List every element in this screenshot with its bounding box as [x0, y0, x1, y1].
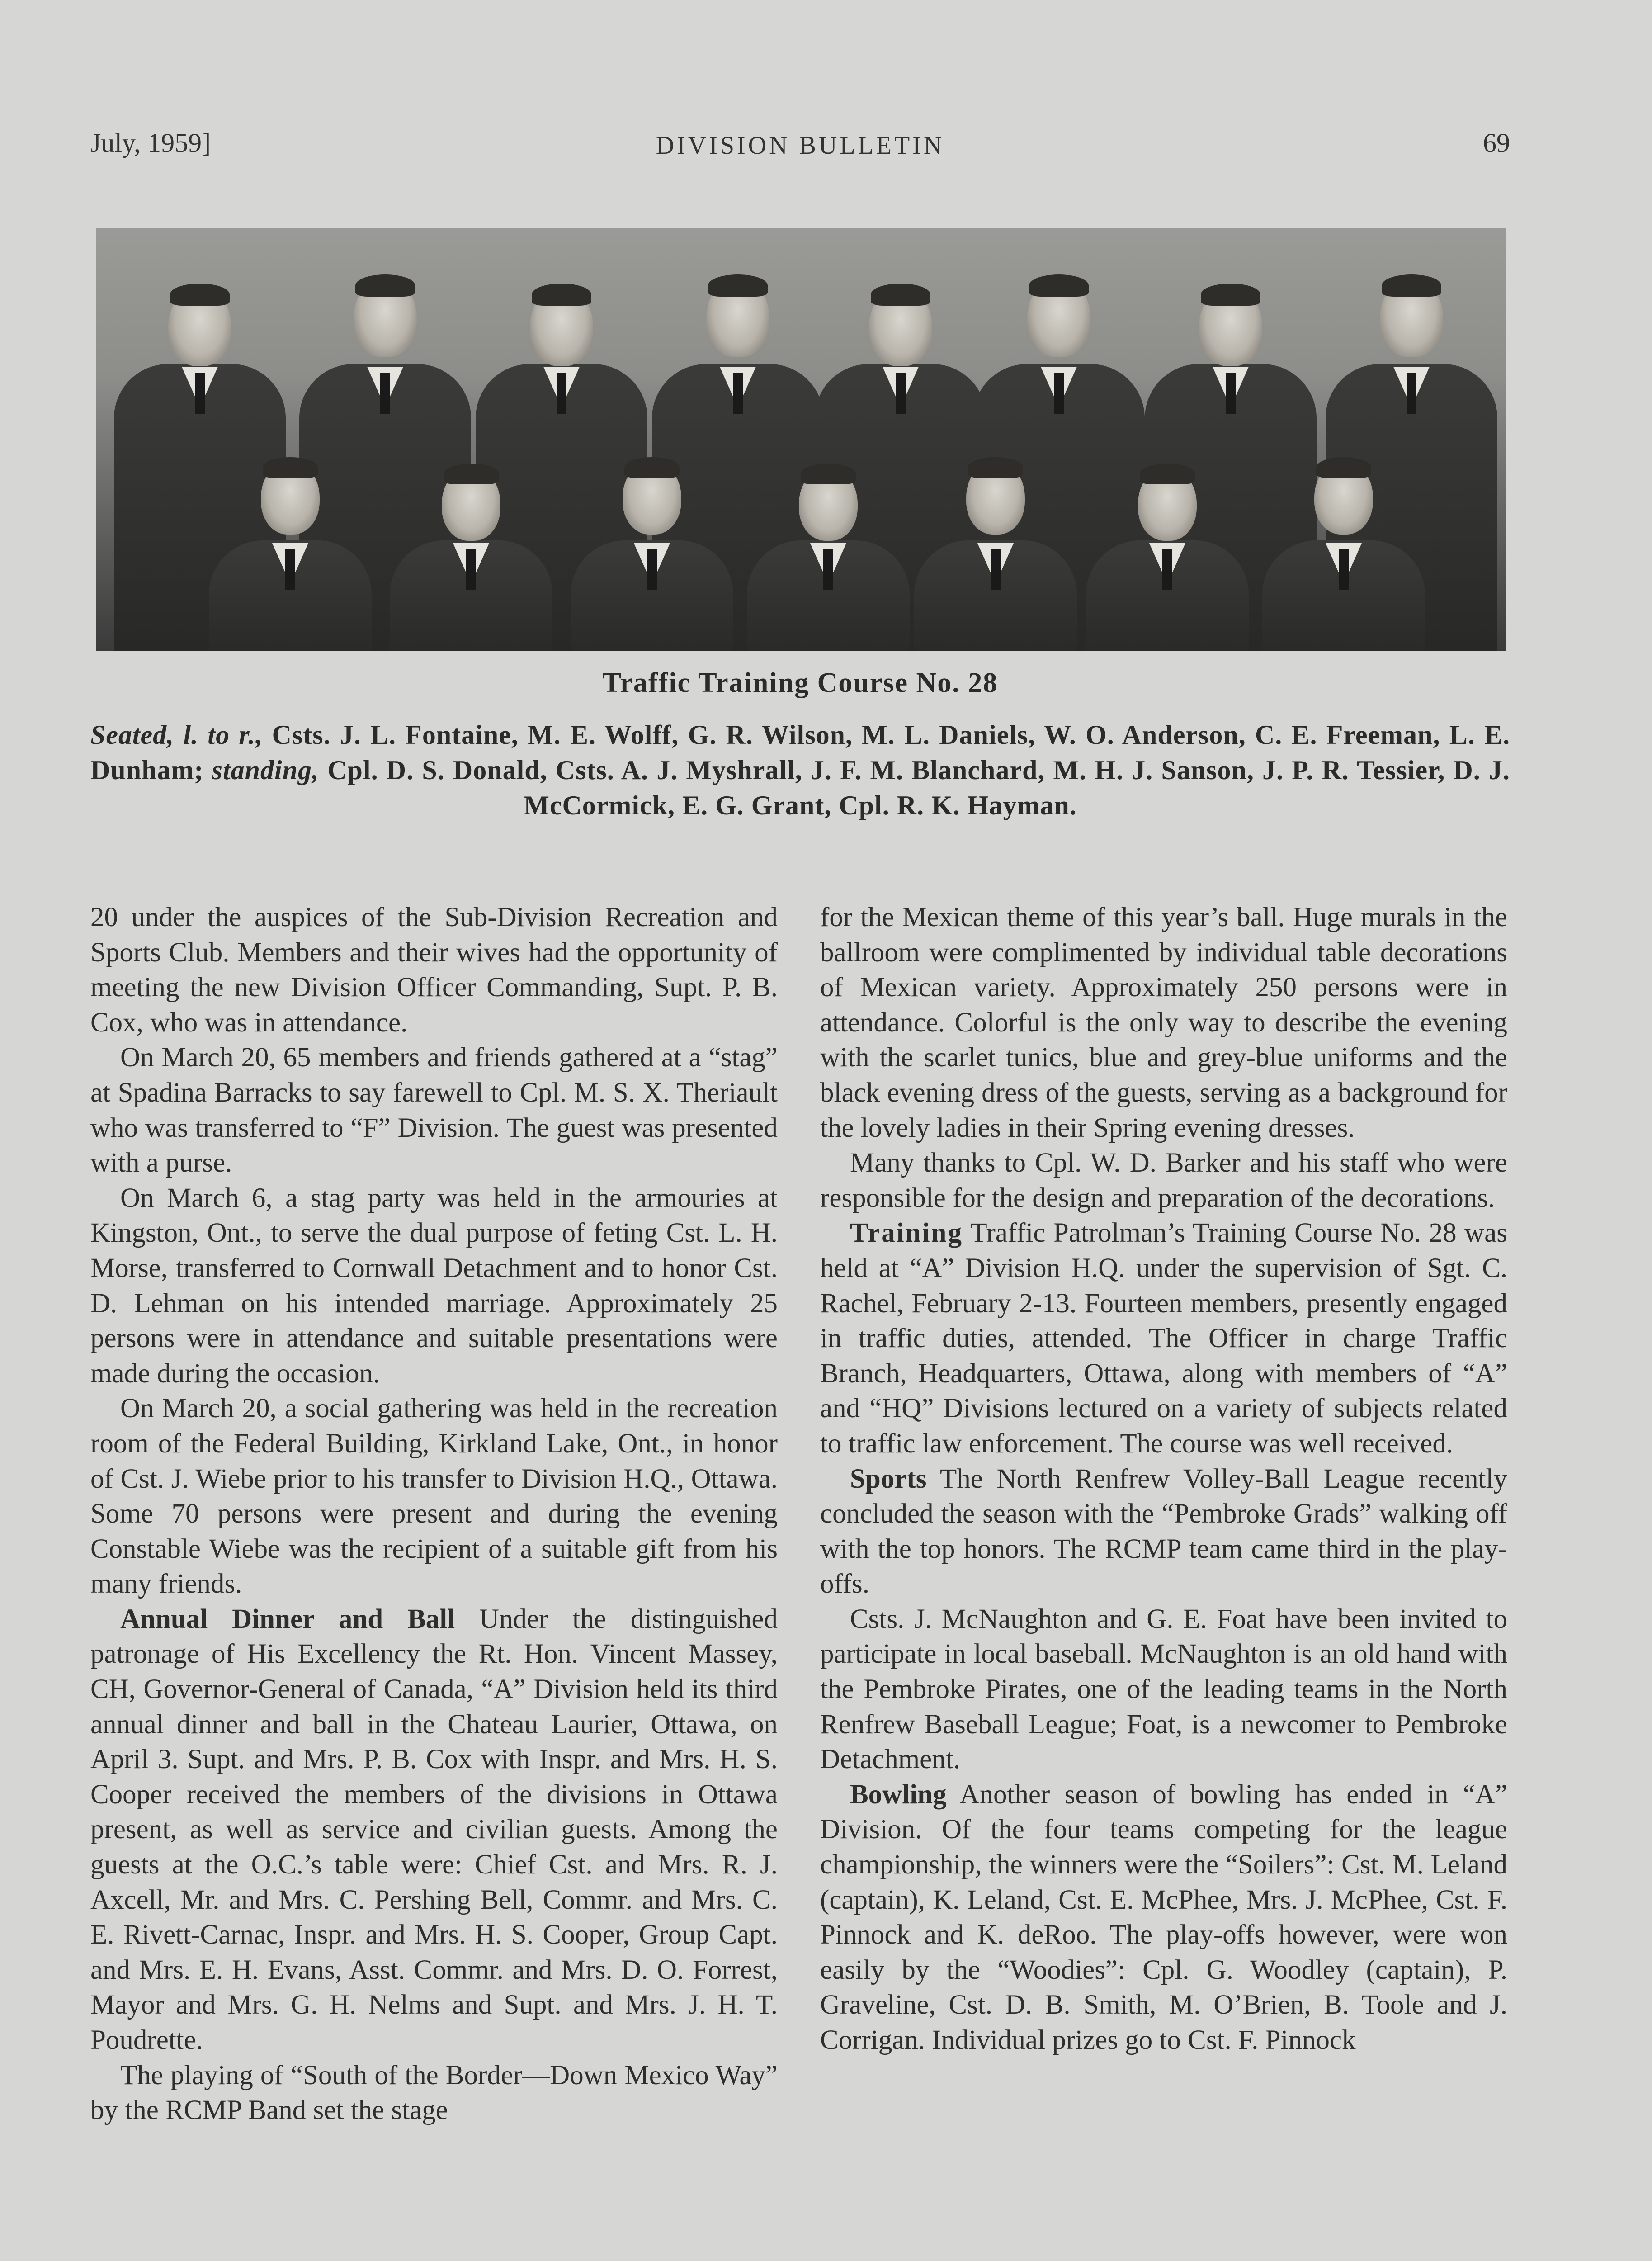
section-heading: Training — [850, 1218, 963, 1249]
paragraph: 20 under the auspices of the Sub-Division Recreation and Sports Club. Members and their wives had the opportunity of meeting the new Division Officer Commanding, Supt. P. B. Cox, who was in attendance. — [90, 902, 778, 1038]
caption-seated-label: Seated, l. to r., — [90, 720, 263, 750]
paragraph-text: The North Renfrew Volley-Ball League recently concluded the season with the “Pembroke Grads” walking off with the top honors. The RCMP team came third in the play-offs. — [820, 1463, 1507, 1599]
caption-seated-names: Csts. J. L. Fontaine, M. E. Wolff, G. R. Wilson, M. L. Daniels, W. O. Anderson, C. E. Freeman, L. E. Dunham; — [90, 720, 1510, 785]
right-column — [820, 900, 1507, 2058]
paragraph — [90, 1602, 778, 2058]
caption-standing-label: standing, — [212, 755, 320, 785]
group-photograph — [96, 228, 1506, 651]
paragraph-text: Under the distinguished patronage of His Excellency the Rt. Hon. Vincent Massey, CH, Governor-General of Canada, “A” Division held its third annual dinner and ball in the Chateau Laurier, Ottawa, on April 3. Supt. and Mrs. P. B. Cox with Inspr. and Mrs. H. S. Cooper received the members of the divisions in Ottawa present, as well as service and civilian guests. Among the guests at the O.C.’s table were: Chief Cst. and Mrs. R. J. Axcell, Mr. and Mrs. C. Pershing Bell, Commr. and Mrs. C. E. Rivett-Carnac, Inspr. and Mrs. H. S. Cooper, Group Capt. and Mrs. E. H. Evans, Asst. Commr. and Mrs. D. O. Forrest, Mayor and Mrs. G. H. Nelms and Supt. and Mrs. J. H. T. Poudrette. — [90, 1604, 778, 2055]
paragraph-text: Traffic Patrolman’s Training Course No. 28 was held at “A” Division H.Q. under the supervision of Sgt. C. Rachel, February 2-13. Fourteen members, presently engaged in traffic duties, attended. The Officer in charge Traffic Branch, Headquarters, Ottawa, along with members of “A” and “HQ” Divisions lectured on a variety of subjects related to traffic law enforcement. The course was well received. — [820, 1218, 1507, 1459]
paragraph: On March 6, a stag party was held in the armouries at Kingston, Ont., to serve the dual purpose of feting Cst. L. H. Morse, transferred to Cornwall Detachment and to honor Cst. D. Lehman on his intended marriage. Approximately 25 persons were in attendance and suitable presentations were made during the occasion. — [90, 1183, 778, 1389]
issue-date: July, 1959] — [90, 128, 211, 158]
photo-caption — [90, 667, 1510, 823]
paragraph: The playing of “South of the Border—Down Mexico Way” by the RCMP Band set the stage — [90, 2060, 778, 2126]
section-heading: Annual Dinner and Ball — [120, 1604, 455, 1634]
caption-standing-names: Cpl. D. S. Donald, Csts. A. J. Myshrall, J. F. M. Blanchard, M. H. J. Sanson, J. P. R. Tessier, D. J. McCormick, E. G. Grant, Cpl. R. K. Hayman. — [319, 755, 1510, 820]
paragraph — [820, 1216, 1507, 1461]
paragraph: Csts. J. McNaughton and G. E. Foat have been invited to participate in local baseball. McNaughton is an old hand with the Pembroke Pirates, one of the leading teams in the North Renfrew Baseball League; Foat, is a newcomer to Pembroke Detachment. — [820, 1604, 1507, 1775]
paragraph: On March 20, a social gathering was held in the recreation room of the Federal Building, Kirkland Lake, Ont., in honor of Cst. J. Wiebe prior to his transfer to Division H.Q., Ottawa. Some 70 persons were present and during the evening Constable Wiebe was the recipient of a suitable gift from his many friends. — [90, 1393, 778, 1599]
left-column — [90, 900, 778, 2128]
paragraph — [820, 1462, 1507, 1602]
caption-text — [90, 717, 1510, 823]
caption-title: Traffic Training Course No. 28 — [602, 667, 998, 698]
paragraph: for the Mexican theme of this year’s ball. Huge murals in the ballroom were complimented by individual table decorations of Mexican variety. Approximately 250 persons were in attendance. Colorful is the only way to describe the evening with the scarlet tunics, blue and grey-blue uniforms and the black evening dress of the guests, serving as a background for the lovely ladies in their Spring evening dresses. — [820, 902, 1507, 1143]
paragraph — [820, 1777, 1507, 2058]
running-header — [90, 128, 1510, 168]
paragraph: Many thanks to Cpl. W. D. Barker and his staff who were responsible for the design and preparation of the decorations. — [820, 1148, 1507, 1213]
section-heading: Sports — [850, 1463, 927, 1494]
publication-title: DIVISION BULLETIN — [656, 132, 945, 160]
paragraph: On March 20, 65 members and friends gathered at a “stag” at Spadina Barracks to say farewell to Cpl. M. S. X. Theriault who was transferred to “F” Division. The guest was presented with a purse. — [90, 1042, 778, 1178]
paragraph-text: Another season of bowling has ended in “A” Division. Of the four teams competing for the league championship, the winners were the “Soilers”: Cst. M. Leland (captain), K. Leland, Cst. E. McPhee, Mrs. J. McPhee, Cst. F. Pinnock and K. deRoo. The play-offs however, were won easily by the “Woodies”: Cpl. G. Woodley (captain), P. Graveline, Cst. D. B. Smith, M. O’Brien, B. Toole and J. Corrigan. Individual prizes go to Cst. F. Pinnock — [820, 1779, 1507, 2055]
page-number: 69 — [1483, 128, 1510, 158]
section-heading: Bowling — [850, 1779, 947, 1810]
